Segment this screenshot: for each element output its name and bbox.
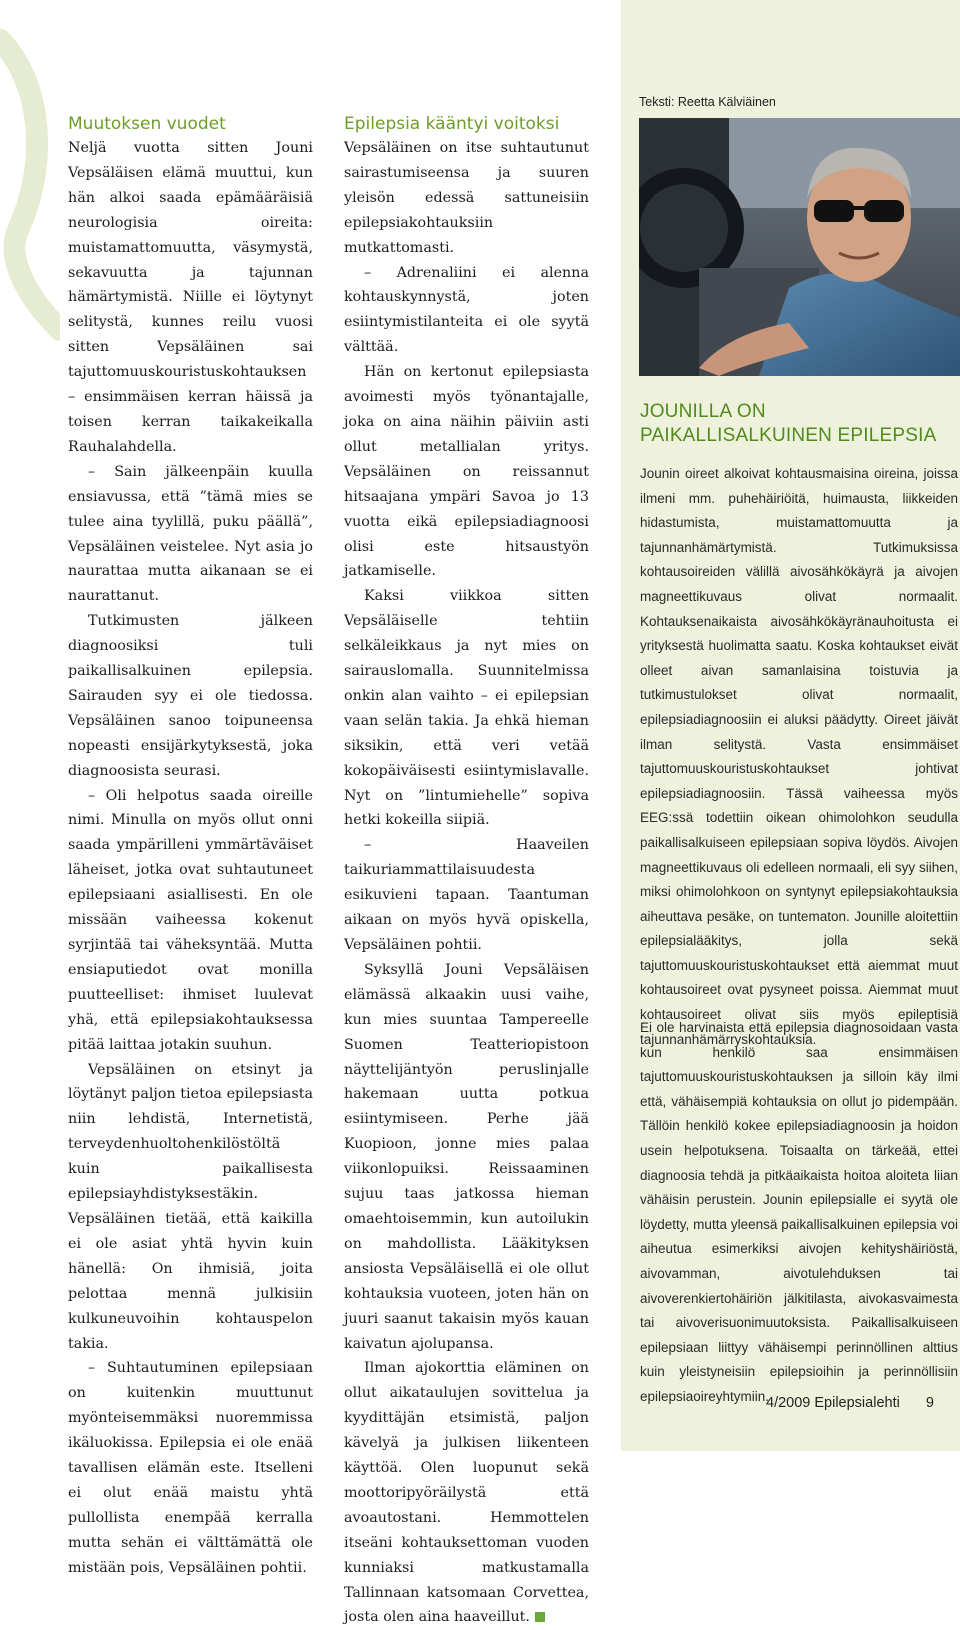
- paragraph: Tutkimusten jälkeen diagnoosiksi tuli paikallisalkuinen epilepsia. Sairauden syy ei ole tiedossa. Vepsäläinen sanoo toipuneensa nopeasti ensijärkytyksestä, joka diagnoosista seurasi.: [68, 613, 313, 779]
- page-number: 9: [925, 1395, 934, 1411]
- sidebar-heading: [640, 400, 950, 448]
- sidebar-heading-line-2: PAIKALLISALKUINEN EPILEPSIA: [640, 425, 937, 446]
- article-column-2: [344, 112, 589, 1630]
- portrait-photo: [639, 118, 960, 376]
- section-heading: Muutoksen vuodet: [68, 114, 226, 134]
- paragraph: – Adrenaliini ei alenna kohtauskynnystä, joten esiintymistilanteita ei ole syytä välttää.: [344, 264, 589, 356]
- paragraph: Kaksi viikkoa sitten Vepsäläiselle tehtiin selkäleikkaus ja nyt mies on sairauslomalla. Suunnitelmissa onkin alan vaihto – ei epilepsian vaan selän takia. Ja ehkä hieman siksikin, että veri vetää kokopäiväisesti esiintymislavalle. Nyt on ”lintumiehelle” sopiva hetki kokeilla siipiä.: [344, 588, 589, 829]
- author-credit: Teksti: Reetta Kälviäinen: [639, 95, 776, 109]
- sidebar-heading-line-1: JOUNILLA ON: [640, 401, 766, 422]
- paragraph: – Oli helpotus saada oireille nimi. Minulla on myös ollut onni saada ympärilleni ymmärtäväiset läheiset, jotka ovat suhtautuneet epilepsiaani asiallisesti. En ole missään vaiheessa kokenut syrjintää tai väheksyntää. Mutta ensiaputiedot ovat monilla puutteelliset: ihmiset luulevat yhä, että epilepsiakohtauksessa pitää laittaa jotakin suuhun.: [68, 787, 313, 1053]
- paragraph-text: Ilman ajokorttia eläminen on ollut aikataulujen sovittelua ja kyydittäjän etsimistä, paljon kävelyä ja julkisen liikenteen käyttöä. Olen luopunut sekä moottoripyöräilystä että avoautostani. Hemmottelen itseäni kohtauksettoman vuoden kunniaksi matkustamalla Tallinnaan katsomaan Corvettea, josta olen aina haaveillut.: [344, 1360, 589, 1626]
- paragraph: Vepsäläinen on etsinyt ja löytänyt paljon tietoa epilepsiasta niin lehdistä, Internetistä, terveydenhuoltohenkilöstöltä kuin paikallisesta epilepsiayhdistyksestäkin. Vepsäläinen tietää, että kaikilla ei ole asiat yhtä hyvin kuin hänellä: On ihmisiä, joita pelottaa mennä julkisiin kulkuneuvoihin kohtauspelon takia.: [68, 1061, 313, 1352]
- sidebar-paragraph: Jounin oireet alkoivat kohtausmaisina oireina, joissa ilmeni mm. puhehäiriöitä, huimausta, liikkeiden hidastumista, muistamattomuutta ja tajunnanhämärtymistä. Tutkimuksissa kohtausoireiden välillä aivosähkökäyrä ja aivojen magneettikuvaus olivat normaalit. Kohtauksenaikaista aivosähkökäyränauhoitusta ei yrityksestä huolimatta saatu. Koska kohtaukset eivät olleet aivan samanlaisina toistuvia ja tutkimustulokset olivat normaalit, epilepsiadiagnoosiin ei aluksi päädytty. Oireet jäivät ilman selitystä. Vasta ensimmäiset tajuttomuuskouristuskohtaukset johtivat epilepsiadiagnoosiin. Tässä vaiheessa myös EEG:ssä todettiin oikean ohimolohkon seudulla paikallisalkuiseen epilepsiaan sopiva löydös. Aivojen magneettikuvaus oli edelleen normaali, eli syy siihen, miksi ohimolohkoon on syntynyt epilepsiakohtauksia aiheuttava pesäke, on tuntematon. Jounille aloitettiin epilepsialääkitys, jolla sekä tajuttomuuskouristuskohtaukset että aiemmat muut kohtausoireet ovat pysyneet poissa. Aiemmat muut kohtausoireet olivat siis myös epileptisiä tajunnanhämärryskohtauksia.: [640, 466, 958, 1047]
- page-footer: [766, 1395, 934, 1411]
- paragraph: Vepsäläinen on itse suhtautunut sairastumiseensa ja suuren yleisön edessä sattuneisiin epilepsiakohtauksiin mutkattomasti.: [344, 140, 589, 256]
- decorative-swirl: [0, 0, 60, 420]
- photo-illustration: [639, 118, 960, 376]
- paragraph: Neljä vuotta sitten Jouni Vepsäläisen elämä muuttui, kun hän alkoi saada epämääräisiä neurologisia oireita: muistamattomuutta, väsymystä, sekavuutta ja tajunnan hämärtymistä. Niille ei löytynyt selitystä, kunnes reilu vuosi sitten Vepsäläinen sai tajuttomuuskouristuskohtauksen – ensimmäisen kerran häissä ja toisen kerran taikakeikalla Rauhalahdella.: [68, 140, 313, 455]
- paragraph: – Sain jälkeenpäin kuulla ensiavussa, että ”tämä mies se tulee aina tyylillä, puku päällä”, Vepsäläinen veistelee. Nyt asia jo naurattaa mutta aikanaan se ei naurattanut.: [68, 463, 313, 605]
- section-heading: Epilepsia kääntyi voitoksi: [344, 114, 560, 134]
- paragraph: Syksyllä Jouni Vepsäläisen elämässä alkaakin uusi vaihe, kun mies suuntaa Tampereelle Suomen Teatteriopistoon näyttelijäntyön peruslinjalle hakemaan uutta potkua esiintymiseen. Perhe jää Kuopioon, jonne mies palaa viikonlopuiksi. Reissaaminen sujuu taas jatkossa hieman omaehtoisemmin, kun autoilukin on mahdollista. Lääkityksen ansiosta Vepsäläisellä ei ole ollut kohtauksia vuoteen, joten hän on juuri saanut takaisin myös kauan kaivatun ajolupansa.: [344, 961, 589, 1352]
- paragraph: – Haaveilen taikuriammattilaisuudesta esikuvieni tapaan. Taantuman aikaan on myös hyvä opiskella, Vepsäläinen pohtii.: [344, 837, 589, 953]
- sidebar-paragraph: Ei ole harvinaista että epilepsia diagnosoidaan vasta kun henkilö saa ensimmäisen tajuttomuuskouristuskohtauksen ja silloin käy ilmi että, vähäisempiä kohtauksia on ollut jo pidempään. Tällöin henkilö kokee epilepsiadiagnoosin ja hoidon usein helpotuksena. Toisaalta on tärkeää, ettei diagnoosia tehdä ja pitkäaikaista hoitoa aloiteta liian vähäisin perustein. Jounin epilepsialle ei syytä ole löydetty, mutta yleensä paikallisalkuinen epilepsia voi aiheutua esimerkiksi aivojen kehityshäiriöstä, aivovamman, aivotulehduksen tai aivoverenkiertohäiriön jälkitilasta, aivokasvaimesta tai aivoverisuonimuutoksista. Paikallisalkuiseen epilepsiaan liittyy vähäisempi perinnöllinen alttius kuin yleistyneisiin epilepsioihin ja perinnöllisiin epilepsiaoireyhtymiin.: [640, 1020, 958, 1404]
- paragraph-final: [344, 1356, 589, 1630]
- paragraph: Hän on kertonut epilepsiasta avoimesti myös työnantajalle, joka on aina näihin päiviin asti ollut metallialan yritys. Vepsäläinen on reissannut hitsaajana ympäri Savoa jo 13 vuotta eikä epilepsiadiagnoosi olisi este hitsaustyön jatkamiselle.: [344, 364, 589, 580]
- article-column-1: [68, 112, 313, 1581]
- end-of-article-mark: [535, 1612, 545, 1622]
- paragraph: – Suhtautuminen epilepsiaan on kuitenkin muuttunut myönteisemmäksi nuoremmissa ikäluokissa. Epilepsia ei ole enää tavallisen elämän este. Itselleni ei olut enää maistu yhtä pullollista enempää kerralla mutta sehän ei välttämättä ole mistään pois, Vepsäläinen pohtii.: [68, 1360, 313, 1576]
- issue-label: 4/2009 Epilepsialehti: [766, 1395, 900, 1411]
